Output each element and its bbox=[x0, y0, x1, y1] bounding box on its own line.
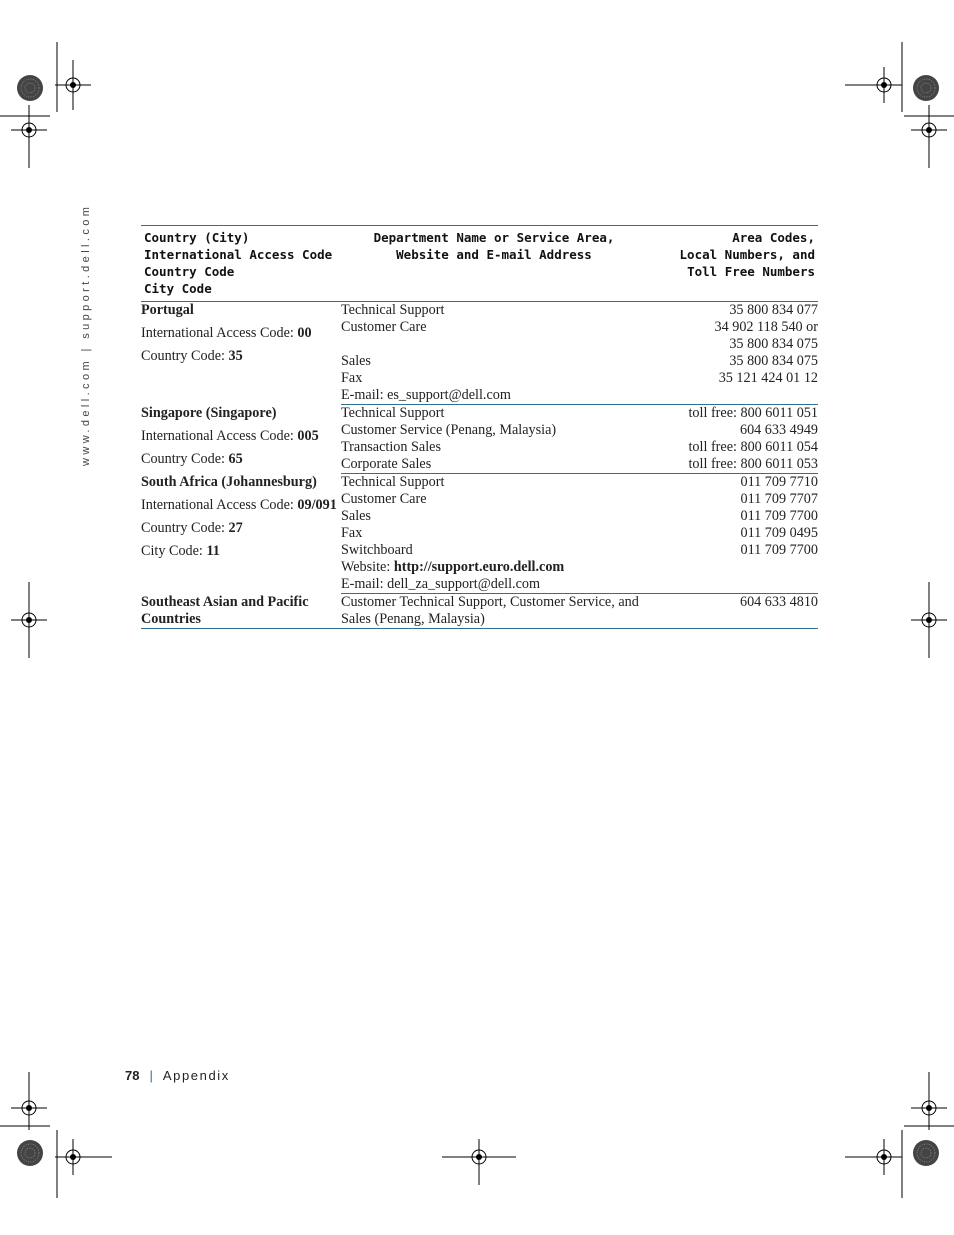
number-cell: 604 633 4949 bbox=[739, 422, 818, 438]
number-cell: toll free: 800 6011 053 bbox=[647, 456, 818, 474]
number-cell: toll free: 800 6011 051 bbox=[688, 405, 818, 421]
number-cell: 011 709 7710 bbox=[740, 474, 818, 490]
support-contacts-table bbox=[141, 225, 818, 629]
number-cell: 604 633 4810 bbox=[647, 594, 818, 629]
department-cell: Customer Care bbox=[341, 319, 427, 335]
department-cell: Transaction Sales bbox=[341, 439, 441, 455]
country-name: Portugal bbox=[141, 302, 194, 318]
country-cell bbox=[141, 405, 341, 474]
number-cell: 35 800 834 077 bbox=[729, 302, 818, 318]
department-cell: Sales bbox=[341, 353, 371, 369]
department-cell: Fax bbox=[341, 370, 363, 386]
section-name: Appendix bbox=[162, 1068, 230, 1083]
country-detail: International Access Code: 00 bbox=[141, 325, 312, 341]
number-cell: 35 800 834 075 bbox=[729, 353, 818, 369]
department-cell: E-mail: dell_za_support@dell.com bbox=[341, 576, 647, 594]
country-name: South Africa (Johannesburg) bbox=[141, 473, 317, 490]
country-name: Singapore (Singapore) bbox=[141, 404, 277, 421]
table-row bbox=[141, 405, 818, 423]
number-cell bbox=[647, 387, 818, 405]
header-department: Department Name or Service Area, Website and E-mail Address bbox=[341, 226, 647, 302]
header-country: Country (City) International Access Code Country Code City Code bbox=[141, 226, 341, 302]
department-cell: E-mail: es_support@dell.com bbox=[341, 387, 647, 405]
number-cell: 35 121 424 01 12 bbox=[718, 370, 818, 386]
country-cell bbox=[141, 302, 341, 405]
country-cell bbox=[141, 474, 341, 594]
department-cell: Sales bbox=[341, 508, 371, 524]
table-row bbox=[141, 302, 818, 320]
number-cell bbox=[647, 576, 818, 594]
side-url-label bbox=[80, 203, 94, 466]
number-cell: 011 709 7700 bbox=[740, 508, 818, 524]
number-cell: 011 709 7700 bbox=[740, 542, 818, 558]
country-detail: Country Code: 65 bbox=[141, 450, 243, 467]
department-cell: Customer Technical Support, Customer Service, and Sales (Penang, Malaysia) bbox=[341, 594, 647, 629]
department-cell: Website: http://support.euro.dell.com bbox=[341, 559, 565, 575]
footer-separator: | bbox=[149, 1068, 153, 1083]
country-detail: International Access Code: 09/091 bbox=[141, 496, 337, 513]
country-detail: City Code: 11 bbox=[141, 542, 220, 559]
country-cell bbox=[141, 594, 341, 629]
number-cell: 011 709 0495 bbox=[740, 525, 818, 541]
department-cell: Technical Support bbox=[341, 405, 445, 421]
department-cell: Customer Care bbox=[341, 491, 427, 507]
table-header-row bbox=[141, 226, 818, 302]
page-number: 78 bbox=[125, 1068, 140, 1083]
table-row bbox=[141, 594, 818, 629]
department-cell: Fax bbox=[341, 525, 363, 541]
department-cell: Technical Support bbox=[341, 302, 445, 318]
country-detail: Country Code: 27 bbox=[141, 519, 243, 536]
header-numbers: Area Codes, Local Numbers, and Toll Free Numbers bbox=[647, 226, 818, 302]
department-cell: Customer Service (Penang, Malaysia) bbox=[341, 422, 557, 438]
department-cell: Corporate Sales bbox=[341, 456, 647, 474]
table-body bbox=[141, 302, 818, 629]
department-cell: Technical Support bbox=[341, 474, 445, 490]
country-name: Southeast Asian and Pacific Countries bbox=[141, 593, 309, 627]
number-cell: 34 902 118 540 or 35 800 834 075 bbox=[714, 319, 818, 352]
department-cell: Switchboard bbox=[341, 542, 413, 558]
number-cell: 011 709 7707 bbox=[740, 491, 818, 507]
number-cell bbox=[647, 559, 818, 576]
number-cell: toll free: 800 6011 054 bbox=[688, 439, 818, 455]
side-url-text: www.dell.com | support.dell.com bbox=[80, 203, 92, 466]
table-row bbox=[141, 474, 818, 492]
website-link[interactable]: http://support.euro.dell.com bbox=[393, 559, 565, 575]
country-detail: International Access Code: 005 bbox=[141, 427, 319, 444]
page-footer bbox=[125, 1068, 230, 1083]
country-detail: Country Code: 35 bbox=[141, 348, 243, 364]
